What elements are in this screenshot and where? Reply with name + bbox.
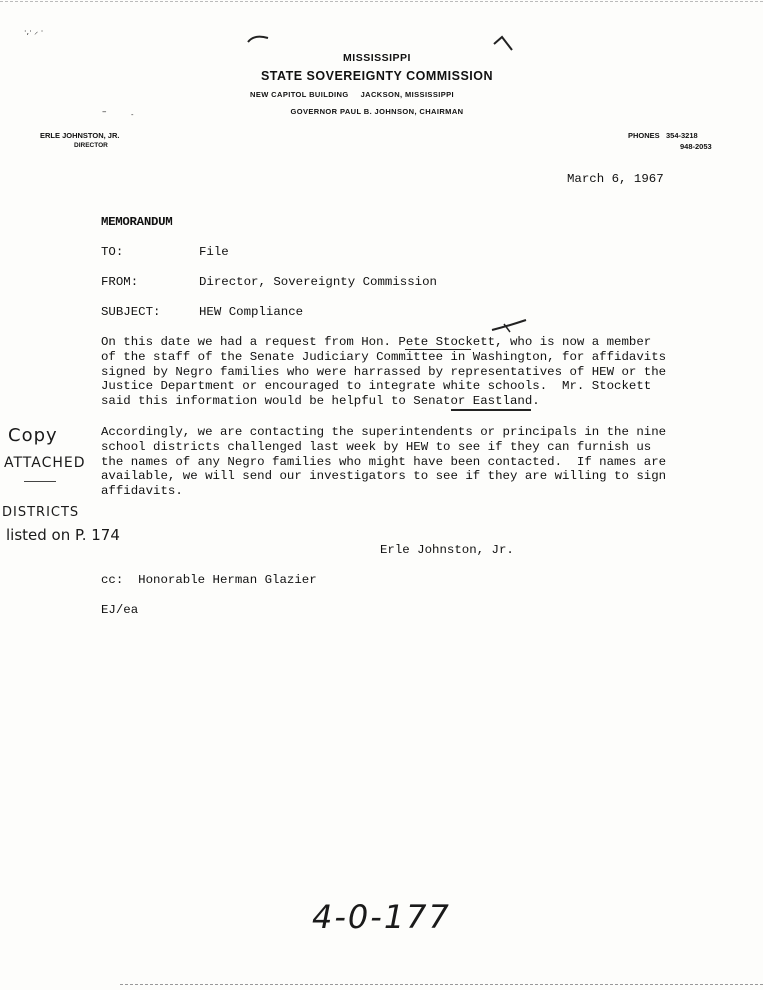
- letterhead-phones-label: PHONES: [628, 131, 660, 140]
- memo-subject-label: SUBJECT:: [101, 305, 161, 319]
- scan-edge-top: [0, 1, 763, 2]
- handwritten-copy: Copy: [8, 425, 58, 446]
- stray-mark: -: [131, 111, 134, 119]
- memo-date: March 6, 1967: [567, 172, 664, 186]
- pen-stroke-right: [492, 34, 516, 54]
- pen-arrow-mark: [490, 318, 532, 336]
- handwritten-document-number: 4-0-177: [312, 898, 451, 936]
- letterhead-building: NEW CAPITOL BUILDING: [250, 90, 349, 99]
- letterhead-phone-2: 948-2053: [680, 142, 712, 151]
- memo-signature: Erle Johnston, Jr.: [380, 543, 514, 557]
- handwritten-listed-on: listed on P. 174: [6, 526, 120, 544]
- letterhead-director-title: DIRECTOR: [74, 142, 108, 149]
- letterhead-state: MISSISSIPPI: [343, 52, 411, 64]
- stray-mark: –: [102, 107, 107, 117]
- memo-from-label: FROM:: [101, 275, 139, 289]
- letterhead-director-name: ERLE JOHNSTON, JR.: [40, 131, 120, 140]
- pen-stroke-left: [246, 30, 272, 46]
- letterhead-chairman: GOVERNOR PAUL B. JOHNSON, CHAIRMAN: [290, 107, 464, 116]
- memo-title: MEMORANDUM: [101, 215, 173, 229]
- memo-initials: EJ/ea: [101, 603, 139, 617]
- memo-paragraph-1: On this date we had a request from Hon. Pete Stockett, who is now a member of the staff of the Senate Judiciary Committee in Washington, for affidavits signed by Negro families who were harrassed by representatives of HEW or the Justice Department or encouraged to integrate white schools. Mr. Stockett said this information would be helpful to Senator Eastland.: [101, 335, 667, 409]
- handwritten-attached: ATTACHED: [4, 455, 86, 471]
- handwritten-underline: [24, 481, 56, 482]
- letterhead-agency: STATE SOVEREIGNTY COMMISSION: [260, 69, 494, 83]
- underline-stockett: [405, 349, 471, 350]
- memo-to-label: TO:: [101, 245, 124, 259]
- letterhead-city: JACKSON, MISSISSIPPI: [360, 90, 454, 99]
- memo-paragraph-2: Accordingly, we are contacting the superintendents or principals in the nine school districts challenged last week by HEW to see if they can furnish us the names of any Negro families who might have been contacted. If names are available, we will send our investigators to see if they are willing to sign affidavits.: [101, 425, 667, 499]
- letterhead-phone-1: 354-3218: [666, 131, 698, 140]
- underline-eastland: [451, 409, 531, 411]
- memo-cc: cc: Honorable Herman Glazier: [101, 573, 317, 587]
- letterhead-address: [250, 90, 510, 99]
- memo-to-value: File: [199, 245, 229, 259]
- stray-mark: ·,· ⸝ ·: [24, 27, 44, 36]
- scan-edge-bottom: [120, 984, 763, 985]
- memo-subject-value: HEW Compliance: [199, 305, 304, 319]
- handwritten-districts: DISTRICTS: [2, 505, 80, 520]
- memo-from-value: Director, Sovereignty Commission: [199, 275, 437, 289]
